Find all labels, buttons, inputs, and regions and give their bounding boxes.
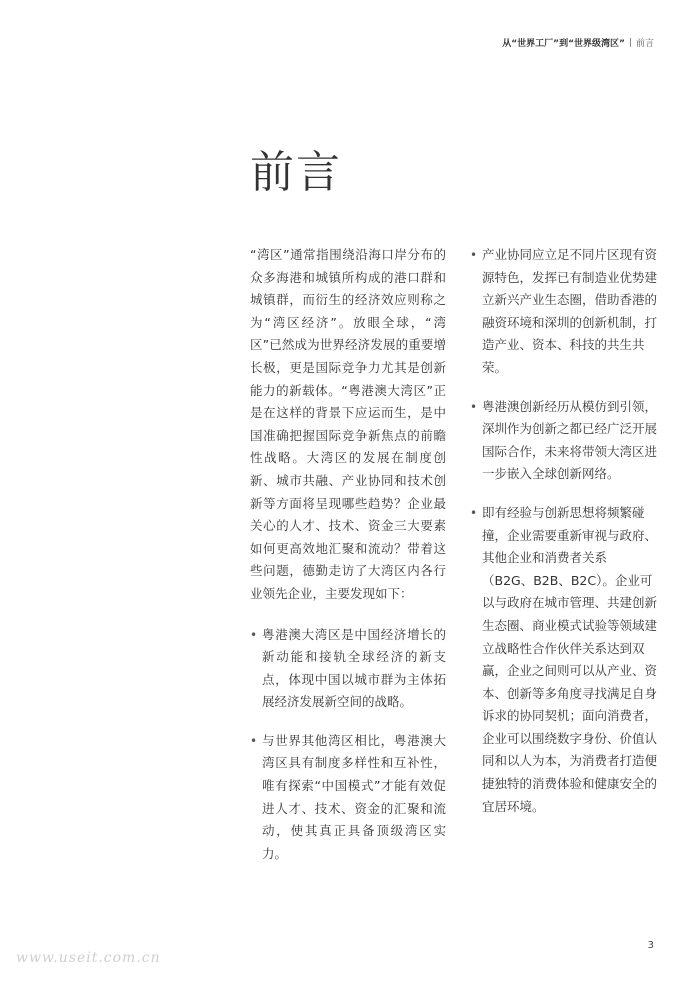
header-separator: |	[628, 37, 632, 48]
right-column	[470, 244, 658, 834]
header-section-name: 前言	[635, 39, 654, 49]
list-item-text: 产业协同应立足不同片区现有资源特色，发挥已有制造业优势建立新兴产业生态圈，借助香港的融资环境和深圳的创新机制，打造产业、资本、科技的共生共荣。	[482, 247, 658, 375]
list-item	[470, 396, 658, 486]
bullet-icon: •	[250, 627, 258, 642]
list-item	[250, 624, 446, 714]
intro-paragraph: “湾区”通常指围绕沿海口岸分布的众多海港和城镇所构成的港口群和城镇群，而衍生的经济效应则称之为“湾区经济”。放眼全球，“湾区”已然成为世界经济发展的重要增长极，更是国际竞争力尤其是创新能力的新载体。“粤港澳大湾区”正是在这样的背景下应运而生，是中国准确把握国际竞争新焦点的前瞻性战略。大湾区的发展在制度创新、城市共融、产业协同和技术创新等方面将呈现哪些趋势？企业最关心的人才、技术、资金三大要素如何更高效地汇聚和流动？带着这些问题，德勤走访了大湾区内各行业领先企业，主要发现如下：	[250, 247, 446, 601]
list-item-text: 与世界其他湾区相比，粤港澳大湾区具有制度多样性和互补性，唯有探索“中国模式”才能有效促进人才、技术、资金的汇聚和流动，使其真正具备顶级湾区实力。	[262, 732, 446, 861]
list-item-text: 粤港澳大湾区是中国经济增长的新动能和接轨全球经济的新支点，体现中国以城市群为主体拓展经济发展新空间的战略。	[262, 626, 446, 710]
list-item	[250, 730, 446, 866]
left-column	[250, 244, 446, 881]
bullet-icon: •	[470, 505, 478, 520]
left-bullet-list	[250, 624, 446, 866]
page-number: 3	[647, 940, 654, 951]
list-item	[470, 244, 658, 380]
running-header	[502, 36, 654, 49]
bullet-icon: •	[470, 248, 478, 262]
bullet-icon: •	[250, 733, 258, 748]
list-item-text: 粤港澳创新经历从模仿到引领，深圳作为创新之都已经广泛开展国际合作，未来将带领大湾区进一步嵌入全球创新网络。	[482, 398, 658, 482]
header-doc-title: 从“世界工厂”到“世界级湾区”	[502, 39, 625, 49]
list-item-text: 即有经验与创新思想将频繁碰撞，企业需要重新审视与政府、其他企业和消费者关系（B2G、B2B、B2C）。企业可以与政府在城市管理、共建创新生态圈、商业模式试验等领域建立战略性合作伙伴关系达到双赢，企业之间则可以从产业、资本、创新等多角度寻找满足自身诉求的协同契机；面向消费者，企业可以围绕数字身份、价值认同和以人为本，为消费者打造便捷独特的消费体验和健康安全的宜居环境。	[482, 504, 658, 814]
watermark-logo: www.useit.com.cn	[16, 950, 161, 966]
right-bullet-list	[470, 244, 658, 818]
bullet-icon: •	[470, 399, 478, 414]
page-title: 前言	[250, 147, 342, 198]
list-item	[470, 502, 658, 818]
